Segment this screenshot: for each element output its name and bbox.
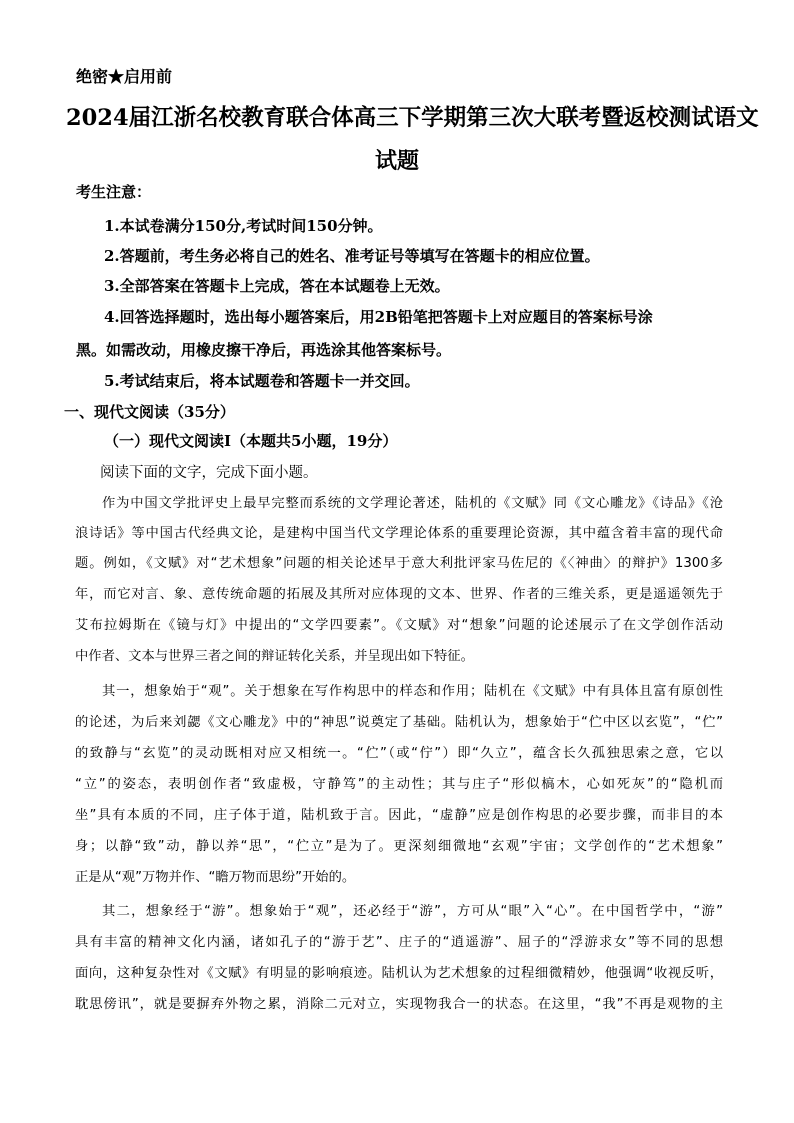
passage-line: 艾布拉姆斯在《镜与灯》中提出的“文学四要素”。《文赋》对“想象”问题的论述展示了在文学创作活动 xyxy=(75,618,723,633)
passage-line: “立”的姿态，表明创作者“致虚极，守静笃”的主动性；其与庄子“形似槁木，心如死灰”的“隐机而 xyxy=(75,777,723,792)
passage-line: 中作者、文本与世界三者之间的辩证转化关系，并呈现出如下特征。 xyxy=(75,649,474,664)
notice-item-4: 4.回答选择题时，选出每小题答案后，用2B铅笔把答题卡上对应题目的答案标号涂 xyxy=(104,308,653,326)
passage-line: 浪诗话》等中国古代经典文论，是建构中国当代文学理论体系的重要理论资源，其中蕴含着丰富的现代命 xyxy=(75,526,723,541)
passage-line: 的论述，为后来刘勰《文心雕龙》中的“神思”说奠定了基础。陆机认为，想象始于“伫中区以玄览”，“伫” xyxy=(75,715,723,730)
passage-line: 身；以静“致”动，静以养“思”，“伫立”是为了。更深刻细微地“玄观”宇宙；文学创作的“艺术想象” xyxy=(75,839,723,854)
passage-line: 具有丰富的精神文化内涵，诸如孔子的“游于艺”、庄子的“逍遥游”、屈子的“浮游求女”等不同的思想 xyxy=(75,935,723,950)
notice-item-2: 2.答题前，考生务必将自己的姓名、准考证号等填写在答题卡的相应位置。 xyxy=(104,247,600,265)
passage-line: 题。例如，《文赋》对“艺术想象”问题的相关论述早于意大利批评家马佐尼的《〈神曲〉的辩护》1300多 xyxy=(75,556,723,571)
passage-line: 作为中国文学批评史上最早完整而系统的文学理论著述，陆机的《文赋》同《文心雕龙》《诗品》《沧 xyxy=(102,496,723,511)
passage-line: 耽思傍讯”，就是要摒弃外物之累，消除二元对立，实现物我合一的状态。在这里，“我”不再是观物的主 xyxy=(75,997,723,1012)
section-title: 一、现代文阅读（35分） xyxy=(64,403,235,421)
notice-item-1: 1.本试卷满分150分,考试时间150分钟。 xyxy=(104,217,383,235)
passage-line: 的致静与“玄览”的灵动既相对应又相统一。“伫”（或“佇”）即“久立”，蕴含长久孤独思索之意，它以 xyxy=(75,746,723,761)
section-subtitle: （一）现代文阅读Ⅰ（本题共5小题，19分） xyxy=(104,432,398,450)
notice-item-5: 5.考试结束后，将本试题卷和答题卡一并交回。 xyxy=(104,372,420,390)
passage-line: 面向，这种复杂性对《文赋》有明显的影响痕迹。陆机认为艺术想象的过程细微精妙，他强调“收视反听， xyxy=(75,966,723,981)
notice-item-4-cont: 黑。如需改动，用橡皮擦干净后，再选涂其他答案标号。 xyxy=(76,341,452,359)
exam-title-line1: 2024届江浙名校教育联合体高三下学期第三次大联考暨返校测试语文 xyxy=(66,105,759,131)
passage-line: 年，而它对言、象、意传统命题的拓展及其所对应体现的文本、世界、作者的三维关系，更是遥遥领先于 xyxy=(75,587,723,602)
notice-heading: 考生注意： xyxy=(76,183,152,201)
notice-item-3: 3.全部答案在答题卡上完成，答在本试题卷上无效。 xyxy=(104,277,450,295)
passage-line: 其一，想象始于“观”。关于想象在写作构思中的样态和作用；陆机在《文赋》中有具体且富有原创性 xyxy=(102,684,723,699)
passage-line: 坐”具有本质的不同，庄子体于道，陆机致于言。因此，“虚静”应是创作构思的必要步骤，而非目的本 xyxy=(75,808,723,823)
passage-line: 其二，想象经于“游”。想象始于“观”，还必经于“游”，方可从“眼”入“心”。在中国哲学中，“游” xyxy=(102,904,723,919)
passage-line: 正是从“观”万物并作、“瞻万物而思纷”开始的。 xyxy=(75,870,356,885)
reading-instruction: 阅读下面的文字，完成下面小题。 xyxy=(100,465,318,481)
confidential-label: 绝密★启用前 xyxy=(76,67,173,86)
exam-title-line2: 试题 xyxy=(374,148,419,174)
